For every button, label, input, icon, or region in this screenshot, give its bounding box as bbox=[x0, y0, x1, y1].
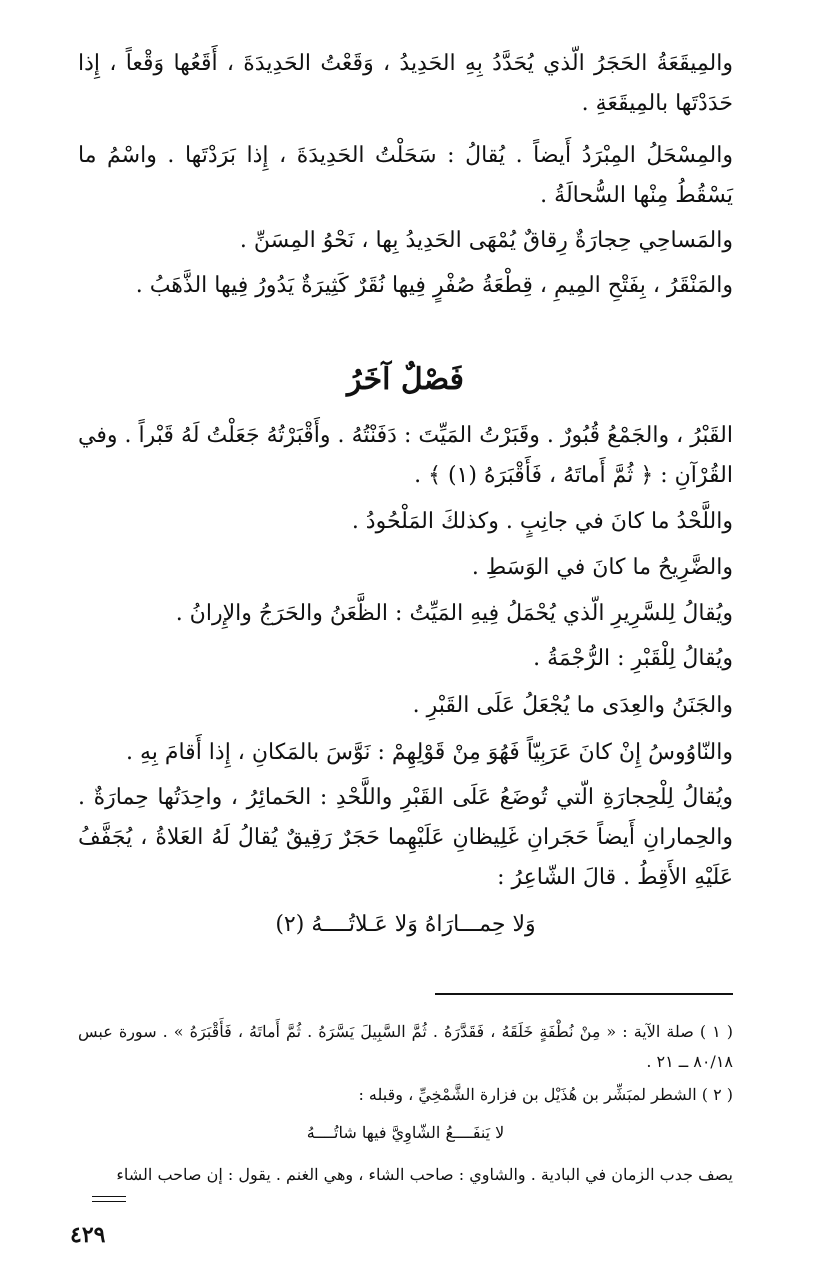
paragraph-mishal: والمِسْحَلُ المِبْرَدُ أَيضاً . يُقالُ : سَحَلْتُ الحَدِيدَةَ ، إِذا بَرَدْتَها . واسْمُ ما يَسْقُطُ مِنْها السُّحالَةُ . bbox=[78, 143, 733, 208]
paragraph-nawus: والنّاوُوسُ إِنْ كانَ عَرَبِيّاً فَهُوَ مِنْ قَوْلِهِمْ : نَوَّسَ بالمَكانِ ، إِذا أَقامَ بِهِ . bbox=[125, 740, 733, 765]
paragraph-janan: والجَنَنُ والعِدَى ما يُجْعَلُ عَلَى القَبْرِ . bbox=[412, 693, 733, 718]
poem-verse: وَلا حِمـــارَاهُ وَلا عَـلاتُــــهُ (٢) bbox=[275, 912, 536, 937]
footnote-1: ( ١ ) صلة الآية : « مِنْ نُطْفَةٍ خَلَقَهُ ، فَقَدَّرَهُ . ثُمَّ السَّبِيلَ يَسَّرَهُ . ثُمَّ أَماتَهُ ، فَأَقْبَرَهُ » . سورة عبس ٨٠/١٨ ــ ٢١ . bbox=[78, 1022, 734, 1071]
paragraph-masahi: والمَساحِي حِجارَةٌ رِقاقٌ يُمْهَى الحَدِيدُ بِها ، نَحْوُ المِسَنِّ . bbox=[239, 228, 733, 253]
footnote-verse: لا يَنفَــــعُ الشّاوِيَّ فيها شاتُــــهُ bbox=[306, 1123, 505, 1142]
footnote-continuation: يصف جدب الزمان في البادية . والشاوي : صاحب الشاء ، وهي الغنم . يقول : إن صاحب الشاء bbox=[116, 1165, 733, 1184]
section-title: فَصْلٌ آخَرُ bbox=[347, 362, 464, 397]
paragraph-sarir: ويُقالُ لِلسَّرِيرِ الّذي يُحْمَلُ فِيهِ المَيِّتُ : الظَّعَنُ والحَرَجُ والإِرانُ . bbox=[175, 601, 733, 626]
paragraph-hamair: ويُقالُ لِلْحِجارَةِ الّتي تُوضَعُ عَلَى القَبْرِ واللَّحْدِ : الحَمائِرُ ، واحِدَتُها حِمارَةٌ . والحِمارانِ أَيضاً حَجَرانِ غَلِيظانِ عَلَيْهِما حَجَرٌ رَقِيقٌ يُقالُ لَهُ العَلاةُ ، يُجَفَّفُ عَلَيْهِ الأَقِطُ . قالَ الشّاعِرُ : bbox=[78, 785, 733, 890]
paragraph-miqaa: والمِيقَعَةُ الحَجَرُ الّذي يُحَدَّدُ بِهِ الحَدِيدُ ، وَقَعْتُ الحَدِيدَةَ ، أَقَعُها وَقْعاً ، إِذا حَدَدْتَها بالمِيقَعَةِ . bbox=[78, 51, 733, 116]
paragraph-darih: والضَّرِيحُ ما كانَ في الوَسَطِ . bbox=[471, 555, 733, 580]
paragraph-rujma: ويُقالُ لِلْقَبْرِ : الرُّجْمَةُ . bbox=[533, 646, 733, 671]
continuation-marker bbox=[92, 1196, 126, 1202]
page-number: ٤٢٩ bbox=[70, 1222, 106, 1248]
footnote-2: ( ٢ ) الشطر لمبَشِّر بن هُذَيْل بن فزارة الشَّمْخِيِّ ، وقبله : bbox=[358, 1085, 733, 1104]
paragraph-lahd: واللَّحْدُ ما كانَ في جانِبٍ . وكذلكَ المَلْحُودُ . bbox=[351, 509, 733, 534]
paragraph-qabr: القَبْرُ ، والجَمْعُ قُبُورٌ . وقَبَرْتُ المَيِّتَ : دَفَنْتُهُ . وأَقْبَرْتُهُ جَعَلْتُ لَهُ قَبْراً . وفي القُرْآنِ : ﴿ ثُمَّ أَماتَهُ ، فَأَقْبَرَهُ (١) ﴾ . bbox=[78, 423, 733, 488]
footnote-separator bbox=[435, 993, 733, 995]
paragraph-manqar: والمَنْقَرُ ، بِفَتْحِ المِيمِ ، قِطْعَةُ صُفْرٍ فِيها نُقَرٌ كَثِيرَةٌ يَدُورُ فِيها الذَّهَبُ . bbox=[135, 273, 733, 298]
